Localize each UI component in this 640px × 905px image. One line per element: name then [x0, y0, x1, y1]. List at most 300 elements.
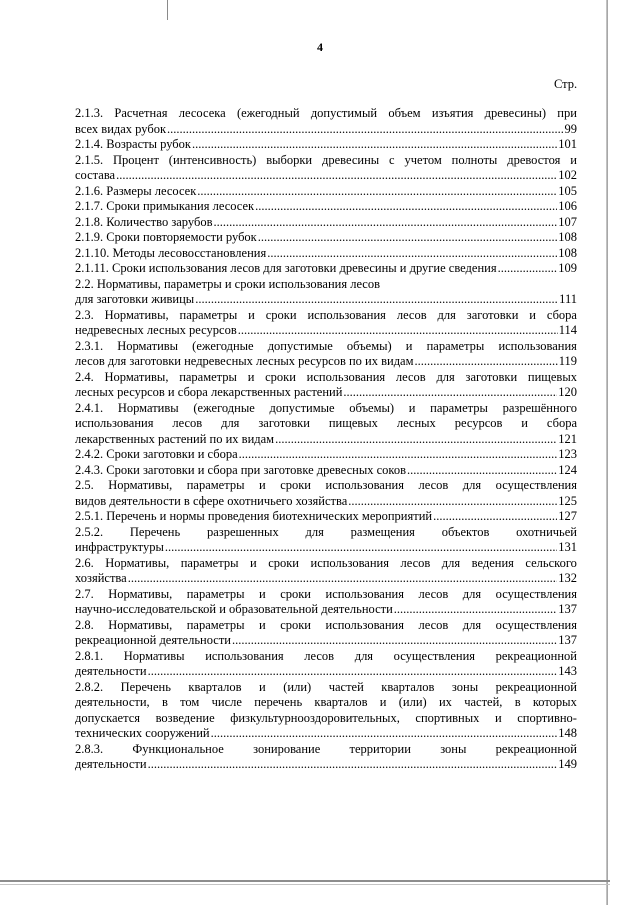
page-number: 4 — [317, 40, 323, 54]
toc-word: частей, — [464, 695, 503, 709]
toc-page-number: 131 — [558, 540, 577, 554]
toc-entry — [75, 401, 577, 448]
toc-word: деятельности, — [75, 695, 150, 709]
toc-word: лесов — [418, 586, 449, 601]
toc-word: и — [249, 555, 257, 570]
toc-word: для — [462, 617, 482, 632]
toc-entry-line — [75, 525, 577, 541]
toc-word: ведения — [471, 555, 514, 570]
toc-entry-last-line — [75, 432, 577, 448]
toc-word: зоны — [440, 741, 467, 756]
toc-word: сельского — [525, 555, 577, 570]
toc-page-number: 125 — [558, 493, 577, 508]
toc-entry-title: 2.1.8. Количество зарубов — [75, 214, 213, 229]
toc-word: и — [405, 338, 413, 353]
toc-entry-last-line — [75, 664, 577, 680]
toc-word: 2.8.2. — [75, 679, 104, 694]
toc-entry — [75, 106, 577, 137]
toc-word: 2.5. — [75, 478, 94, 492]
toc-entry-line — [75, 711, 577, 727]
toc-entry — [75, 618, 577, 649]
toc-page-number: 137 — [558, 633, 577, 647]
toc-word: Перечень — [120, 679, 171, 694]
toc-word: учетом — [404, 152, 442, 167]
toc-page-number: 105 — [558, 183, 577, 198]
toc-word: Нормативы, — [105, 555, 170, 570]
toc-leader-dots — [433, 509, 557, 525]
toc-word: лесов — [400, 555, 431, 570]
toc-word: использования — [75, 416, 154, 430]
toc-word: лесов — [418, 478, 449, 492]
toc-word: 2.3. — [75, 307, 94, 322]
toc-word: древесины) — [484, 106, 547, 120]
toc-word: 2.1.5. — [75, 152, 104, 167]
toc-word: 2.1.3. — [75, 106, 104, 120]
toc-page-number: 127 — [558, 509, 577, 523]
toc-entry-last-line — [75, 292, 577, 308]
toc-word: объем — [388, 106, 421, 120]
toc-word: Процент — [113, 152, 159, 167]
toc-word: кварталов — [314, 695, 368, 709]
toc-entry-line — [75, 401, 577, 417]
toc-leader-dots — [275, 432, 557, 448]
toc-word: использования — [306, 369, 386, 384]
toc-word: для — [436, 369, 455, 384]
toc-entry-title: состава — [75, 168, 116, 182]
toc-entry-title: 2.1.7. Сроки примыкания лесосек — [75, 199, 255, 213]
toc-entry-title: лекарственных растений по их видам — [75, 431, 275, 446]
toc-word: с — [389, 152, 395, 167]
toc-leader-dots — [165, 540, 557, 556]
toc-page-number: 137 — [558, 602, 577, 616]
toc-word: Нормативы, — [104, 307, 169, 322]
toc-word: осуществления — [393, 648, 476, 663]
toc-entry-last-line — [75, 509, 577, 525]
toc-leader-dots — [415, 354, 558, 370]
toc-entry — [75, 509, 577, 525]
toc-word: спортивных — [415, 710, 480, 725]
toc-entry — [75, 649, 577, 680]
toc-entry-last-line — [75, 184, 577, 200]
toc-entry — [75, 680, 577, 742]
toc-word: перечень — [254, 695, 303, 709]
toc-word: и — [259, 679, 266, 694]
toc-entry-title: рекреационной деятельности — [75, 633, 231, 647]
toc-entry-title: видов деятельности в сфере охотничьего хозяйства — [75, 493, 348, 508]
toc-entry-line — [75, 680, 577, 696]
toc-word: при — [557, 106, 577, 120]
toc-entry-title: технических сооружений — [75, 726, 210, 740]
toc-word: для — [354, 648, 374, 663]
scan-artifact-line — [167, 0, 168, 20]
toc-word: параметры — [186, 586, 245, 601]
toc-word: параметры — [430, 400, 488, 415]
toc-entry-title: для заготовки живицы — [75, 292, 195, 306]
toc-word: полноты — [451, 152, 498, 167]
toc-word: пищевых — [328, 416, 378, 430]
toc-entry-last-line — [75, 122, 577, 138]
toc-entry-last-line — [75, 261, 577, 277]
toc-word: и — [494, 710, 502, 725]
toc-word: 2.5.2. — [75, 524, 104, 539]
toc-word: и — [529, 307, 536, 322]
toc-entry-title: 2.1.9. Сроки повторяемости рубок — [75, 230, 257, 244]
toc-word: кварталов — [381, 679, 435, 694]
toc-word: территории — [349, 741, 411, 756]
toc-word: лесосека — [178, 106, 226, 120]
toc-word: параметры — [186, 617, 245, 632]
toc-page-number: 101 — [558, 137, 577, 151]
toc-word: использования — [325, 617, 404, 632]
toc-leader-dots — [348, 494, 557, 510]
toc-word: сроки — [280, 586, 311, 601]
toc-entry-last-line — [75, 726, 577, 742]
toc-word: допустимый — [310, 106, 378, 120]
toc-entry-line — [75, 742, 577, 758]
toc-word: использования — [310, 555, 389, 570]
toc-page-number: 121 — [558, 431, 577, 446]
toc-page-number: 119 — [558, 354, 577, 368]
toc-word: объемы) — [346, 338, 392, 353]
toc-leader-dots — [267, 246, 557, 262]
toc-word: 2.4. — [75, 369, 94, 384]
toc-word: лесов — [172, 416, 203, 430]
toc-leader-dots — [195, 292, 558, 308]
toc-entry — [75, 153, 577, 184]
toc-entry-last-line — [75, 633, 577, 649]
toc-word: возведение — [155, 710, 215, 725]
toc-page-number: 102 — [558, 168, 577, 182]
scan-page-edge-bottom — [0, 880, 610, 882]
toc-entry-last-line — [75, 540, 577, 556]
toc-word: которых — [532, 695, 577, 709]
toc-word: древостоя — [507, 152, 561, 167]
toc-word: частей — [328, 679, 364, 694]
toc-entry-line — [75, 339, 577, 355]
toc-word: заготовки — [258, 416, 310, 430]
toc-word: параметры — [179, 307, 238, 322]
toc-word: Нормативы, — [108, 617, 173, 632]
toc-word: заготовки — [466, 307, 519, 322]
toc-entry — [75, 277, 577, 308]
toc-word: Нормативы — [117, 338, 179, 353]
toc-word: (интенсивность) — [168, 152, 257, 167]
toc-word: допускается — [75, 710, 140, 725]
toc-word: (или) — [283, 679, 312, 694]
toc-page-number: 124 — [558, 462, 577, 477]
toc-entry-title: научно-исследовательской и образовательной деятельности — [75, 602, 393, 616]
toc-word: (или) — [398, 695, 427, 709]
scan-page-edge-bottom-shadow — [0, 884, 610, 885]
toc-word: сбора — [546, 416, 577, 430]
toc-word: Перечень — [129, 524, 181, 539]
toc-entry-title: лесных ресурсов и сбора лекарственных растений — [75, 385, 343, 399]
toc-word: (ежегодный — [236, 106, 300, 120]
toc-leader-dots — [238, 323, 558, 339]
toc-leader-dots — [394, 602, 557, 618]
toc-entry — [75, 246, 577, 262]
toc-word: Нормативы — [117, 400, 179, 415]
toc-entry-title: лесов для заготовки недревесных лесных ресурсов по их видам — [75, 354, 414, 368]
toc-leader-dots — [258, 230, 557, 246]
toc-page-number: 132 — [558, 571, 577, 585]
toc-entry-last-line — [75, 137, 577, 153]
toc-page-number: 99 — [564, 121, 577, 136]
toc-leader-dots — [214, 215, 558, 231]
toc-entry — [75, 199, 577, 215]
toc-entry-title: деятельности — [75, 757, 147, 771]
toc-entry — [75, 339, 577, 370]
toc-word: 2.8. — [75, 617, 94, 632]
toc-page-number: 148 — [558, 726, 577, 740]
toc-word: заготовки — [465, 369, 518, 384]
toc-entry-last-line — [75, 385, 577, 401]
toc-word: для — [441, 555, 461, 570]
toc-word: использования — [325, 478, 404, 492]
toc-page-number: 108 — [558, 245, 577, 260]
toc-entry — [75, 587, 577, 618]
toc-entry-line — [75, 416, 577, 432]
toc-word: 2.2. Нормативы, параметры и сроки использования лесов — [75, 276, 380, 291]
toc-word: 2.8.1. — [75, 648, 104, 663]
page-column-header: Стр. — [554, 77, 578, 91]
toc-entry — [75, 525, 577, 556]
toc-word: для — [462, 478, 482, 492]
toc-entry-last-line — [75, 215, 577, 231]
toc-word: их — [438, 695, 452, 709]
toc-word: сбора — [546, 307, 577, 322]
toc-leader-dots — [407, 463, 557, 479]
toc-word: 2.7. — [75, 586, 94, 601]
toc-word: 2.8.3. — [75, 741, 104, 756]
toc-entry-last-line — [75, 463, 577, 479]
toc-word: 2.4.1. — [75, 400, 104, 415]
toc-word: ресурсов — [454, 416, 503, 430]
toc-entry-line — [75, 618, 577, 634]
toc-page-number: 114 — [558, 323, 577, 337]
toc-entry-last-line — [75, 757, 577, 773]
toc-entry-title: 2.5.1. Перечень и нормы проведения биотехнических мероприятий — [75, 509, 433, 523]
toc-word: 2.3.1. — [75, 338, 104, 353]
toc-leader-dots — [197, 184, 557, 200]
toc-entry-title: всех видах рубок — [75, 121, 167, 136]
toc-leader-dots — [239, 447, 558, 463]
toc-word: Расчетная — [114, 106, 168, 120]
toc-entry — [75, 463, 577, 479]
toc-entry-last-line — [75, 354, 577, 370]
toc-word: сроки — [265, 369, 296, 384]
toc-entry-line — [75, 370, 577, 386]
toc-entry-last-line — [75, 230, 577, 246]
toc-word: размещения — [350, 524, 415, 539]
toc-entry-last-line — [75, 571, 577, 587]
toc-leader-dots — [148, 664, 558, 680]
toc-entry-last-line — [75, 199, 577, 215]
toc-word: в — [514, 695, 521, 709]
toc-entry — [75, 308, 577, 339]
toc-page-number: 108 — [558, 230, 577, 244]
toc-leader-dots — [343, 385, 557, 401]
toc-entry-title: 2.1.11. Сроки использования лесов для заготовки древесины и другие сведения — [75, 261, 497, 275]
toc-word: 2.6. — [75, 555, 94, 570]
scan-page-edge-right — [606, 0, 608, 905]
toc-page-number: 109 — [558, 261, 577, 275]
toc-entry-last-line — [75, 246, 577, 262]
toc-entry-title: 2.4.3. Сроки заготовки и сбора при заготовке древесных соков — [75, 462, 407, 477]
toc-word: осуществления — [495, 478, 577, 492]
toc-word: параметры — [180, 555, 239, 570]
toc-leader-dots — [167, 122, 563, 138]
toc-word: и — [521, 416, 528, 430]
toc-page-number: 107 — [558, 214, 577, 229]
toc-word: использования — [498, 338, 577, 353]
toc-word: осуществления — [495, 586, 577, 601]
toc-entry-line — [75, 153, 577, 169]
toc-entry — [75, 478, 577, 509]
toc-word: сроки — [280, 617, 311, 632]
toc-entry-line — [75, 106, 577, 122]
toc-word: для — [305, 524, 324, 539]
toc-entry-title: 2.1.10. Методы лесовосстановления — [75, 245, 267, 260]
toc-entry-line — [75, 695, 577, 711]
toc-entry — [75, 230, 577, 246]
toc-entry-line — [75, 587, 577, 603]
toc-word: Нормативы — [123, 648, 185, 663]
toc-entry — [75, 184, 577, 200]
toc-entry-title: 2.4.2. Сроки заготовки и сбора — [75, 447, 238, 461]
toc-page-number: 120 — [558, 385, 577, 399]
toc-word: сроки — [268, 555, 299, 570]
toc-word: для — [437, 307, 456, 322]
toc-leader-dots — [128, 571, 558, 587]
toc-entry-last-line — [75, 494, 577, 510]
toc-word: том — [180, 695, 200, 709]
toc-word: для — [462, 586, 482, 601]
toc-entry-title: деятельности — [75, 664, 147, 678]
toc-page-number: 106 — [558, 199, 577, 213]
toc-word: в — [161, 695, 168, 709]
toc-leader-dots — [498, 261, 558, 277]
toc-word: объемы) — [349, 400, 395, 415]
toc-word: для — [221, 416, 240, 430]
toc-word: Функциональное — [132, 741, 224, 756]
toc-word: осуществления — [495, 617, 577, 632]
toc-word: зонирование — [253, 741, 321, 756]
toc-entry — [75, 447, 577, 463]
toc-word: кварталов — [188, 679, 242, 694]
toc-page-number: 143 — [558, 664, 577, 678]
toc-entry-last-line — [75, 168, 577, 184]
toc-entry — [75, 742, 577, 773]
toc-word: допустимые — [267, 338, 333, 353]
toc-entry-last-line — [75, 602, 577, 618]
toc-word: лесов — [418, 617, 449, 632]
toc-word: параметры — [426, 338, 485, 353]
toc-word: лесных — [396, 416, 436, 430]
toc-page-number: 111 — [559, 292, 577, 306]
toc-word: разрешённого — [502, 400, 577, 415]
toc-entry-line — [75, 649, 577, 665]
toc-entry — [75, 137, 577, 153]
toc-word: изъятия — [431, 106, 474, 120]
toc-entry-title: недревесных лесных ресурсов — [75, 323, 237, 337]
toc-word: рекреационной — [495, 648, 577, 663]
toc-word: выборки — [266, 152, 313, 167]
toc-word: использования — [205, 648, 284, 663]
table-of-contents — [75, 106, 577, 773]
toc-word: пищевых — [527, 369, 577, 384]
toc-word: зоны — [451, 679, 479, 694]
toc-word: использования — [325, 586, 404, 601]
toc-word: рекреационной — [495, 679, 577, 694]
toc-word: числе — [211, 695, 242, 709]
toc-word: и — [258, 586, 266, 601]
toc-word: и — [379, 695, 387, 709]
toc-word: и — [248, 307, 255, 322]
toc-leader-dots — [148, 757, 558, 773]
toc-word: древесины — [322, 152, 380, 167]
toc-entry — [75, 215, 577, 231]
toc-leader-dots — [255, 199, 557, 215]
toc-entry-last-line — [75, 323, 577, 339]
toc-word: лесов — [304, 648, 335, 663]
toc-word: использования — [307, 307, 386, 322]
toc-word: параметры — [179, 369, 237, 384]
toc-word: лесов — [396, 307, 427, 322]
toc-word: и — [247, 369, 255, 384]
toc-word: и — [408, 400, 416, 415]
toc-entry-line — [75, 308, 577, 324]
toc-word: рекреационной — [495, 741, 577, 756]
toc-entry-title: 2.1.4. Возрасты рубок — [75, 137, 191, 151]
toc-word: спортивно- — [517, 710, 577, 725]
toc-entry-line — [75, 478, 577, 494]
toc-entry-line — [75, 556, 577, 572]
toc-entry-title: инфраструктуры — [75, 540, 164, 554]
toc-word: Нормативы, — [108, 586, 173, 601]
toc-leader-dots — [232, 633, 557, 649]
toc-word: допустимые — [269, 400, 335, 415]
toc-entry-last-line — [75, 447, 577, 463]
toc-word: лесов — [395, 369, 426, 384]
toc-page-number: 123 — [558, 447, 577, 461]
toc-word: и — [258, 478, 266, 492]
toc-word: охотничьей — [516, 524, 577, 539]
toc-entry — [75, 556, 577, 587]
toc-word: сроки — [280, 478, 311, 492]
toc-entry — [75, 370, 577, 401]
toc-leader-dots — [192, 137, 557, 153]
toc-word: Нормативы, — [108, 478, 173, 492]
toc-leader-dots — [116, 168, 557, 184]
toc-word: и — [258, 617, 266, 632]
toc-word: сроки — [265, 307, 297, 322]
toc-word: физкультурнооздоровительных, — [230, 710, 400, 725]
toc-entry-line — [75, 277, 577, 293]
toc-entry-title: хозяйства — [75, 571, 127, 585]
toc-entry — [75, 261, 577, 277]
toc-word: (ежегодные — [193, 400, 255, 415]
toc-word: параметры — [186, 478, 245, 492]
toc-word: разрешенных — [206, 524, 279, 539]
toc-word: (ежегодные — [192, 338, 254, 353]
toc-word: объектов — [441, 524, 490, 539]
toc-word: Нормативы, — [104, 369, 169, 384]
toc-page-number: 149 — [558, 757, 577, 771]
toc-word: и — [570, 152, 577, 167]
toc-leader-dots — [211, 726, 558, 742]
toc-entry-title: 2.1.6. Размеры лесосек — [75, 183, 197, 198]
